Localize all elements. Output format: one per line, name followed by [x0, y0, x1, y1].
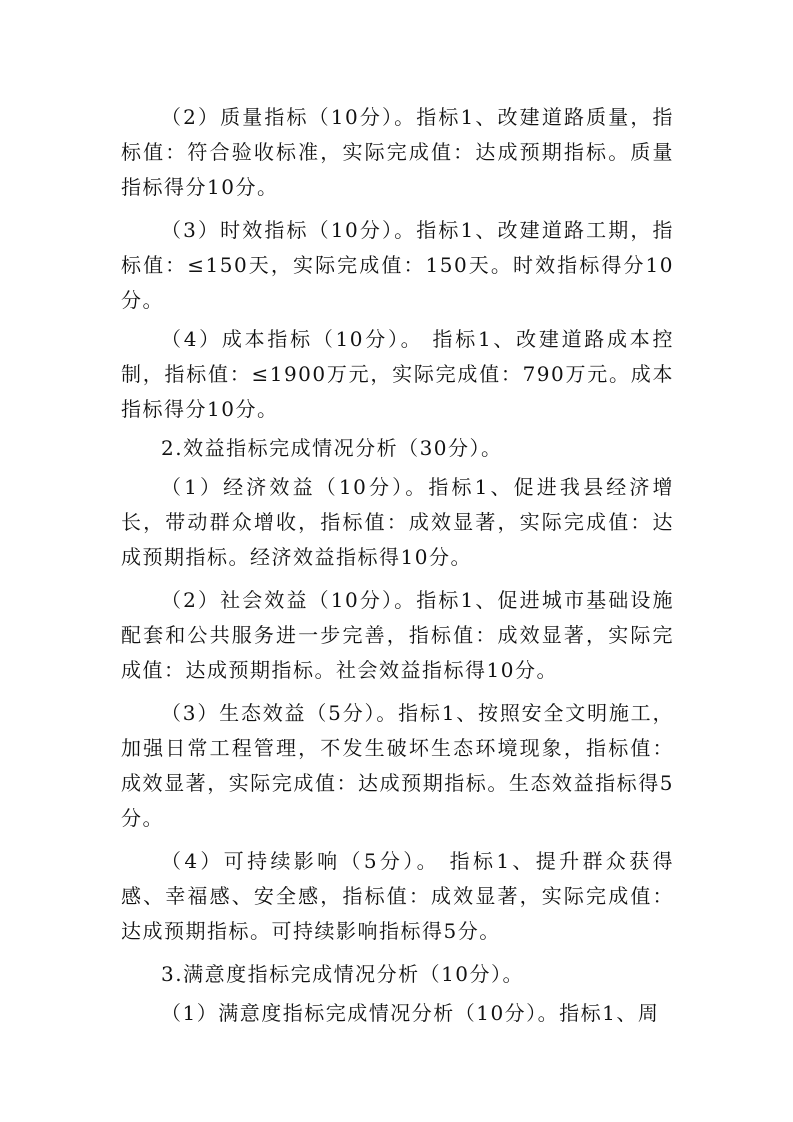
paragraph-cost-indicator: （4）成本指标（10分）。 指标1、改建道路成本控制，指标值：≤1900万元，实际完成值：790万元。成本指标得分10分。 — [121, 327, 674, 421]
paragraph-quality-indicator: （2）质量指标（10分）。指标1、改建道路质量，指标值：符合验收标准，实际完成值：达成预期指标。质量指标得分10分。 — [121, 105, 674, 199]
paragraph-economic-benefit: （1）经济效益（10分）。指标1、促进我县经济增长，带动群众增收，指标值：成效显著，实际完成值：达成预期指标。经济效益指标得10分。 — [121, 475, 674, 569]
paragraph-ecological-benefit: （3）生态效益（5分）。指标1、按照安全文明施工，加强日常工程管理，不发生破坏生态环境现象，指标值：成效显著，实际完成值：达成预期指标。生态效益指标得5分。 — [121, 701, 674, 830]
document-body — [121, 100, 674, 1039]
paragraph-satisfaction-analysis: （1）满意度指标完成情况分析（10分）。指标1、周 — [161, 1001, 660, 1025]
paragraph-timeliness-indicator: （3）时效指标（10分）。指标1、改建道路工期，指标值：≤150天，实际完成值：150天。时效指标得分10分。 — [121, 218, 674, 312]
paragraph-social-benefit: （2）社会效益（10分）。指标1、促进城市基础设施配套和公共服务进一步完善，指标值：成效显著，实际完成值：达成预期指标。社会效益指标得10分。 — [121, 588, 674, 682]
paragraph-sustainable-impact: （4）可持续影响（5分）。 指标1、提升群众获得感、幸福感、安全感，指标值：成效显著，实际完成值：达成预期指标。可持续影响指标得5分。 — [121, 849, 674, 943]
heading-satisfaction-indicators: 3.满意度指标完成情况分析（10分）。 — [161, 962, 525, 986]
heading-benefit-indicators: 2.效益指标完成情况分析（30分）。 — [161, 436, 503, 460]
